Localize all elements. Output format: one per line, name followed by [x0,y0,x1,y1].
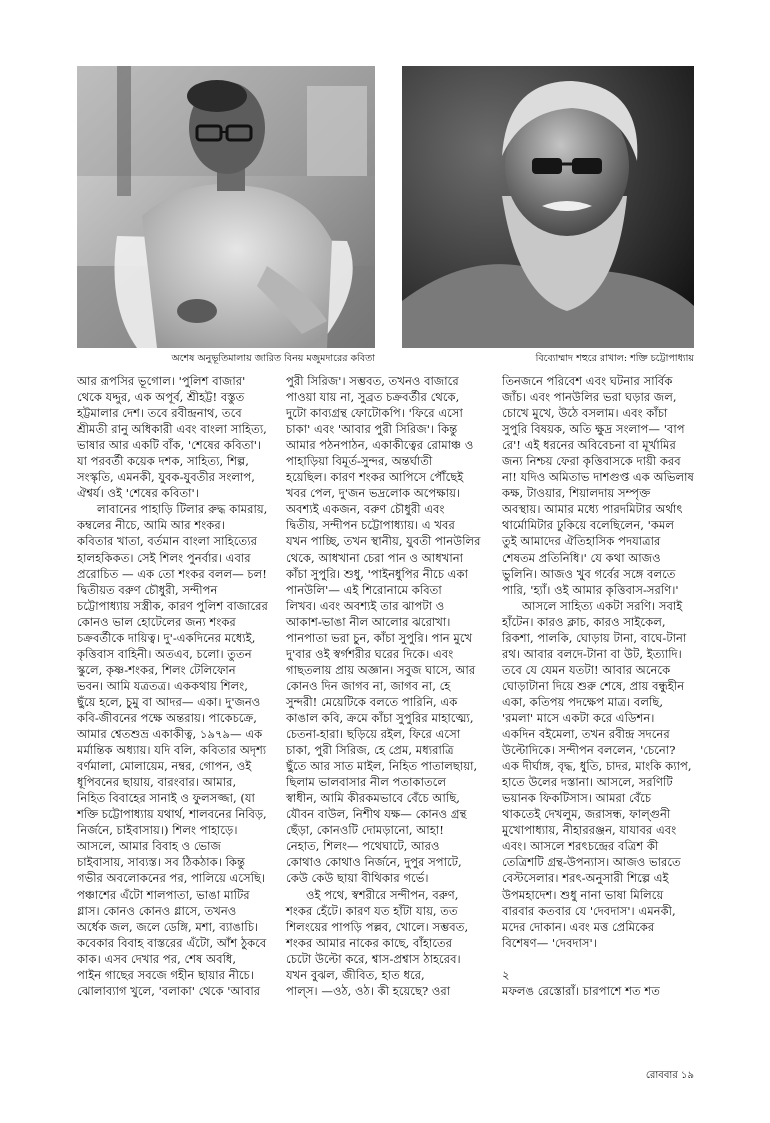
photo-caption-left: অশেষ অনুভূতিমালায় জারিত বিনয় মজুমদারের কবিতা [171,353,375,364]
text-line: গ্লাস। কোনও কোনও গ্লাসে, তখনও [77,903,237,918]
text-line: শংকর আমার নাকের কাছে, বাঁহাতের [286,935,453,950]
text-line: জাঁচ। এবং পানউলির ভরা ঘড়ার জল, [502,390,677,405]
text-line: যখন পাচ্ছি, তখন স্থানীয়, যুবতী পানউলির [286,534,481,549]
text-line: উল্টোদিকে। সন্দীপন বললেন, 'চেনো? [502,743,676,758]
text-line: এক দীর্ঘাঙ্গ, বৃদ্ধ, ধুতি, চাদর, মাংকি ক্যাপ, [502,759,692,774]
text-line: স্বাধীন, আমি কীরকমভাবে বেঁচে আছি, [286,791,460,806]
text-line: হট্টমালার দেশ। তবে রবীন্দ্রনাথ, তবে [77,406,242,421]
text-line: চাকা' এবং 'আবার পুরী সিরিজ'। কিন্তু [286,422,458,437]
text-line: স্কুলে, কৃষ্ণ-শংকর, শিলং টেলিফোন [77,662,236,677]
text-line: বর্ণমালা, মোলায়েম, নম্বর, গোপন, ওই [77,759,252,774]
text-line: রথ। আবার বলদে-টানা বা উট, ইত্যাদি। [502,646,682,661]
text-line: মুখোপাধ্যায়, নীহাররঞ্জন, যাযাবর এবং [502,823,677,838]
text-line: না! যদিও অমিতাভ দাশগুপ্ত এক অভিলাষ [502,470,694,485]
text-line: চেটো উল্টো করে, শ্বাস-প্রশ্বাস ঠাহরেব। [286,951,461,966]
text-line: পাওয়া যায় না, সুব্রত চক্রবর্তীর থেকে, [286,390,460,405]
text-line: ঘোড়াটানা দিয়ে শুরু শেষে, প্রায় বন্ধুহীন [502,678,685,693]
text-line: তুই আমাদের ঐতিহাসিক পদযাত্রার [502,534,661,549]
text-line: পাহাড়িয়া বিমূর্ত-সুন্দর, অন্তর্ঘাতী [286,454,433,469]
text-line: তেত্রিশটি গ্রন্থ-উপন্যাস। আজও ভারতে [502,855,681,870]
text-line: ভবন। আমি যত্রতত্র। এককথায় শিলং, [77,678,248,693]
text-line: প্ররোচিত — এক তো শংকর বলল— চল! [77,566,267,581]
text-line: থাকতেই দেখলুম, জরাসন্ধ, ফাল্গুনী [502,807,671,822]
text-line: পঞ্চাশের এঁটো শালপাতা, ভাঙা মাটির [77,887,250,902]
text-line: সংস্কৃতি, এমনকী, যুবক-যুবতীর সংলাপ, [77,470,255,485]
text-line: যা পরবর্তী কয়েক দশক, সাহিত্য, শিল্প, [77,454,249,469]
article-column-3 [502,373,696,999]
text-line: আসলে, আমার বিবাহ ও ভোজ [77,839,221,854]
text-line: শ্রীমতী রানু অধিকারী এবং বাংলা সাহিত্য, [77,422,267,437]
text-line: কম্বলের নীচে, আমি আর শংকর। [77,518,225,533]
text-line: বিশেষণ— 'দেবদাস'। [502,935,597,950]
text-line: নির্জনে, চাইবাসায়।) শিলং পাহাড়ে। [77,823,238,838]
text-line: হাঁটেন। কারও ক্লাচ, কারও সাইকেল, [502,614,666,629]
text-line: অবশ্যই একজন, বরুণ চৌধুরী এবং [286,502,445,517]
text-line: ছেঁড়া, কোনওটি দোমড়ানো, আহা! [286,823,444,838]
text-line: নেহাত, শিলং— পথেঘাটে, আরও [286,839,440,854]
text-line: আকাশ-ভাঙা নীল আলোর ঝরোখা। [286,614,451,629]
text-line: হয়েছিল। কারণ শংকর আপিসে পৌঁছেই [286,470,464,485]
text-line: পারি, 'হ্যাঁ। ওই আমার কৃত্তিবাস-সরণি।' [502,582,679,597]
article-column-2 [286,373,482,999]
text-line: কোথাও কোথাও নির্জনে, দুপুর সপাটে, [286,855,462,870]
text-line: ধূপিবনের ছায়ায়, বারংবার। আমার, [77,775,237,790]
text-line: ওই পথে, স্বশরীরে সন্দীপন, বরুণ, [306,887,459,902]
text-line: কবিতার খাতা, বর্তমান বাংলা সাহিত্যের [77,534,257,549]
text-line: ছুঁতে আর সাত মাইল, নিহিত পাতালছায়া, [286,759,478,774]
text-line: দ্বিতীয়ত বরুণ চৌধুরী, সন্দীপন [77,582,218,597]
text-line: কবেকার বিবাহ বাস্তরের এঁটো, আঁশ ঠুকবে [77,935,267,950]
text-line: যখন বুঝল, জীবিত, হাত ধরে, [286,967,425,982]
text-line: 'রমলা' মাসে একটা করে এডিশন। [502,710,655,725]
text-line: লাবানের পাহাড়ি টিলার রুদ্ধ কামরায়, [97,502,268,517]
text-line: আসলে সাহিত্য একটা সরণি। সবাই [522,598,683,613]
text-line: ঐশ্বর্য। ওই 'শেষের কবিতা'। [77,486,199,501]
photo-caption-right: বিব্যোম্মাদ শহুরে রাখাল: শক্তি চট্টোপাধ্যায় [535,353,694,364]
text-line: চট্টোপাধ্যায় সস্ত্রীক, কারণ পুলিশ বাজারের [77,598,268,613]
text-line: মর্মান্তিক অধ্যায়। যদি বলি, কবিতার অদৃশ্য [77,743,267,758]
text-line: অবস্থায়। আমার মধ্যে পারদমিটার অর্থাৎ [502,502,683,517]
text-line: রিকশা, পালকি, ঘোড়ায় টানা, বাঘে-টানা [502,630,687,645]
text-line: দুটো কাব্যগ্রন্থ ফোটোকপি। 'ফিরে এসো [286,406,463,421]
text-line: চাইবাসায়, সাব্যস্ত। সব ঠিকঠাক। কিন্তু [77,855,246,870]
text-line: তিনজনে পরিবেশ এবং ঘটনার সার্বিক [502,374,673,388]
text-line: থেকে যদ্দুর, এক অপূর্ব, শ্রীহট্ট! বস্তুত [77,390,245,405]
text-line: মফলঙ রেস্তোরাঁ। চারপাশে শত শত [502,983,660,998]
text-line: কোনও ভাল হোটেলের জন্য শংকর [77,614,236,629]
text-line: দ্বিতীয়, সন্দীপন চট্টোপাধ্যায়। এ খবর [286,518,455,533]
text-line: গাছতলায় প্রায় অজ্ঞান। সবুজ ঘাসে, আর [286,662,476,677]
photo-shakti-chattopadhyay [402,66,694,348]
text-line: থার্মোমিটার ঢুকিয়ে বলেছিলেন, 'কমল [502,518,675,533]
text-line: সুপুরি বিষয়ক, অতি ক্ষুদ্র সংলাপ— 'বাপ [502,422,685,437]
text-line: পুরী সিরিজ'। সম্ভবত, তখনও বাজারে [286,374,459,388]
text-line: মদের দোকান। এবং মত্ত প্রেমিকের [502,919,655,934]
text-line: ভয়ানক ফিকটিসাস। আমরা বেঁচে [502,791,652,806]
text-line: একদিন বইমেলা, তখন রবীন্দ্র সদনের [502,727,670,742]
text-line: বারবার কতবার যে 'দেবদাস'। এমনকী, [502,903,676,918]
text-line: যৌবন বাউল, নিশীথ যক্ষ— কোনও গ্রন্থ [286,807,467,822]
text-line: ঝোলাব্যাগ খুলে, 'বলাকা' থেকে 'আবার [77,983,261,998]
text-line: আর রূপসির ভূগোল। 'পুলিশ বাজার' [77,374,246,388]
section-number: ২ [502,967,510,982]
text-line: চাকা, পুরী সিরিজ, হে প্রেম, মধ্যরাত্রি [286,743,454,758]
text-line: এবং। আসলে শরৎচন্দ্রের বত্রিশ কী [502,839,659,854]
text-line: জন্য নিশ্চয় ফেরা কৃত্তিবাসকে দায়ী করব [502,454,681,469]
text-line: শংকর হেঁটে। কারণ যত হাঁটা যায়, তত [286,903,458,918]
text-line: কোনও দিন জাগব না, জাগব না, হে [286,678,451,693]
text-line: পাল্‌স। —ওঠ, ওঠ। কী হয়েছে? ওরা [286,983,451,998]
text-line: চক্রবর্তীকে দায়িত্ব। দু'-একদিনের মধ্যেই, [77,630,256,645]
text-line: গভীর অবলোকনের পর, পালিয়ে এসেছি। [77,871,266,886]
text-line: ভাষার আর একটি বাঁক, 'শেষের কবিতা'। [77,438,262,453]
text-line: বেস্টসেলার। শরৎ-অনুসারী শিল্পে এই [502,871,669,886]
text-line: লিখব। এবং অবশ্যই তার ঝাপটা ও [286,598,445,613]
text-line: কক্ষ, টাওয়ার, শিয়ালদায় সম্পৃক্ত [502,486,651,501]
text-line: পানপাতা ভরা চুন, কাঁচা সুপুরি। পান মুখে [286,630,473,645]
text-line: পাইন গাছের সবজে গহীন ছায়ার নীচে। [77,967,254,982]
photo-binoy-majumdar [77,66,375,348]
text-line: চোখে মুখে, উঠে বসলাম। এবং কাঁচা [502,406,668,421]
text-line: শিলংয়ের পাপড়ি পল্লব, খোলে। সম্ভবত, [286,919,469,934]
text-line: রে'! এই ধরনের অবিবেচনা বা মূর্খামির [502,438,676,453]
text-line: চেতনা-হারা। ছড়িয়ে রইল, ফিরে এসো [286,727,461,742]
text-line: থেকে, আধখানা চেরা পান ও আধখানা [286,550,464,565]
text-line: অর্ধেক জল, জলে ডেঙ্গি, মশা, ব্যাঙাচি। [77,919,259,934]
text-line: কাঁচা সুপুরি। শুধু, 'পাইনধুপির নীচে একা [286,566,468,581]
text-line: ভুলিনি। আজও খুব গর্বের সঙ্গে বলতে [502,566,676,581]
text-line: ছুঁয়ে হলে, চুমু বা আদর— একা। দু'জনও [77,694,261,709]
text-line: কাঙাল কবি, ক্রমে কাঁচা সুপুরির মাহাত্ম্যে, [286,710,474,725]
text-line: নিহিত বিবাহের সানাই ও ফুলসজ্জা, (যা [77,791,255,806]
text-line: উপমহাদেশ। শুধু নানা ভাষা মিলিয়ে [502,887,664,902]
text-line: হাতে উলের দস্তানা। আসলে, সরণিটি [502,775,673,790]
text-line: পানউলি'— এই শিরোনামে কবিতা [286,582,442,597]
text-line: সুন্দরী! মেয়েটিকে বলতে পারিনি, এক [286,694,458,709]
text-line: ছিলাম ভালবাসার নীল পতাকাতলে [286,775,446,790]
page-footer: রোববার ১৯ [645,1070,694,1081]
text-line: কাক। এসব দেখার পর, শেষ অবধি, [77,951,237,966]
text-line: দু'বার ওই স্বর্গশরীর ঘরের দিকে। এবং [286,646,454,661]
text-line: তবে যে যেমন যতটা! আবার অনেকে [502,662,671,677]
text-line: আমার পঠনপাঠন, একাকীত্বের রোমাঞ্চ ও [286,438,474,453]
text-line: শক্তি চট্টোপাধ্যায় যথার্থ, শালবনের নিবিড়, [77,807,267,822]
article-column-1 [77,373,269,999]
text-line: কৃত্তিবাস বাহিনী। অতএব, চলো। তুতন [77,646,252,661]
text-line: আমার শ্বেতশুভ্র একাকীত্ব, ১৯৭৯— এক [77,727,263,742]
text-line: কেউ কেউ ছায়া বীথিকার গর্ভে। [286,871,429,886]
text-line: খবর পেল, দু'জন ভদ্রলোক অপেক্ষায়। [286,486,461,501]
text-line: কবি-জীবনের পক্ষে অন্তরায়। পাকেচক্রে, [77,710,257,725]
text-line: হালহকিকত। সেই শিলং পুনর্বার। এবার [77,550,251,565]
text-line: একা, কতিপয় পদক্ষেপ মাত্র। বলছি, [502,694,664,709]
text-line: শেষতম প্রতিনিধি।' যে কথা আজও [502,550,661,565]
